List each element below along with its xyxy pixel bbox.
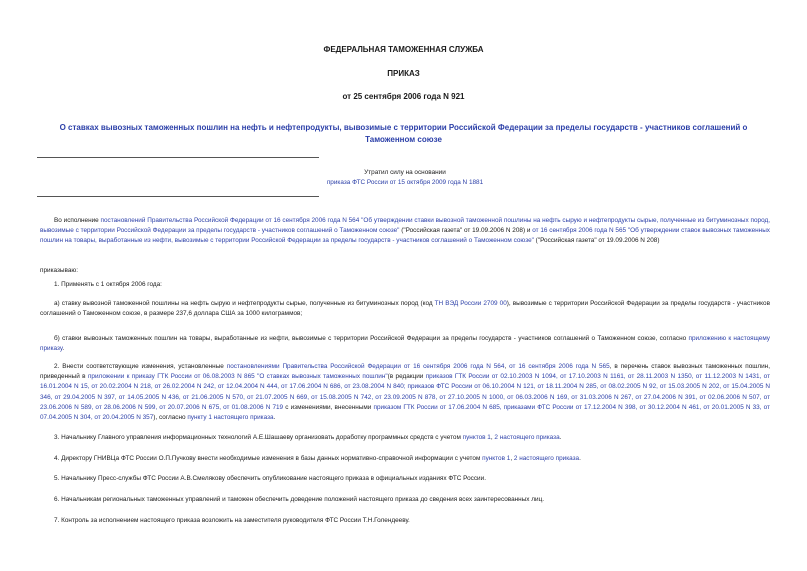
government-decree-564-link[interactable]: постановлений Правительства Российской Федерации от 16 сентября 2006 года N 564 "Об утверждении ставки вывозной таможенной пошлины на нефть сырую и нефтепродукты сырые, полученные из битуминозных пород, вывозимые с территории Российской Федерации за пределы государств - участников соглашений о Таможенном союзе" [40, 217, 770, 235]
item-4-points-1-link[interactable]: пунктов 1 [482, 455, 511, 462]
appendix-link[interactable]: приложению к настоящему приказу [40, 335, 770, 353]
item-1a-text-2: ), вывозимые с территории Российской Федерации за пределы государств - участников соглашений о Таможенном союзе, в размере 237,6 доллара США за 1000 килограммов; [40, 300, 770, 318]
item-4-points-2-link[interactable]: 2 настоящего приказа [513, 455, 580, 462]
document-type-heading: ПРИКАЗ [387, 69, 420, 78]
item-2-text-5: с изменениями, внесенными [283, 403, 374, 411]
item-2-text-4: (в редакции [387, 373, 426, 381]
prikazyvayu-line: приказываю: [40, 267, 78, 274]
item-3-text-3: . [559, 434, 562, 441]
tn-ved-code-link[interactable]: ТН ВЭД России 2709 00 [434, 300, 507, 307]
document-title: О ставках вывозных таможенных пошлин на нефть и нефтепродукты, вывозимые с территории Российской Федерации за пределы государств - участников соглашений о Таможенном союзе [59, 123, 748, 144]
item-7: 7. Контроль за исполнением настоящего приказа возложить на заместителя руководителя ФТС России Т.Н.Голендееву. [54, 517, 410, 524]
item-1a-text-1: а) ставку вывозной таможенной пошлины на нефть сырую и нефтепродукты сырые, полученные из битуминозных пород (код [54, 300, 435, 307]
item-4-text-2: , [510, 455, 514, 462]
item-1b-text-2: . [62, 345, 65, 353]
amendments-link[interactable]: приказом ГТК России от 17.06.2004 N 685, приказами ФТС России от 17.12.2004 N 398, от 30.12.2004 N 461, от 20.01.2005 N 33, от 07.04.2005 N 304, от 20.04.2005 N 357 [40, 403, 770, 422]
item-1-reference-link[interactable]: пункту 1 настоящего приказа [187, 414, 274, 422]
status-note [305, 168, 505, 188]
organization-heading: ФЕДЕРАЛЬНАЯ ТАМОЖЕННАЯ СЛУЖБА [323, 45, 484, 54]
item-4 [40, 454, 770, 464]
item-3-text-1: 3. Начальнику Главного управления информационных технологий А.Е.Шашаеву организовать доработку программных средств с учетом [54, 434, 463, 441]
decree-564-link[interactable]: постановлениями Правительства Российской Федерации от 16 сентября 2006 года N 564 [226, 363, 505, 370]
status-cancel-link[interactable]: приказа ФТС России от 15 октября 2009 года N 1881 [326, 179, 484, 186]
item-1: 1. Применять с 1 октября 2006 года: [54, 281, 162, 288]
item-3-text-2: , [490, 434, 495, 441]
item-3-points-1-link[interactable]: пунктов 1 [462, 434, 491, 441]
divider-top [37, 157, 319, 158]
item-2-text-3: , в перечень ставок вывозных таможенных пошлин, приведенный в [40, 363, 770, 381]
item-2-text-2: , [504, 363, 510, 370]
preamble-paragraph [40, 216, 770, 247]
preamble-text-1: Во исполнение [54, 217, 101, 224]
item-2-text-7: . [273, 414, 276, 422]
item-1b [40, 334, 770, 354]
item-3-points-2-link[interactable]: 2 настоящего приказа [494, 434, 560, 441]
item-3 [40, 433, 770, 443]
preamble-text-2: ("Российская газета" от 19.09.2006 N 208) и [399, 227, 533, 235]
document-date-number: от 25 сентября 2006 года N 921 [342, 92, 465, 101]
item-1a [40, 299, 770, 319]
amending-orders-link[interactable]: приказов ГТК России от 02.10.2003 N 1094, от 17.10.2003 N 1161, от 28.11.2003 N 1350, от 11.12.2003 N 1431, от 16.01.2004 N 15, от 20.02.2004 N 218, от 26.02.2004 N 242, от 12.04.2004 N 444, от 17.06.2004 N 686, от 23.08.2004 N 840; приказов ФТС России от 06.10.2004 N 121, от 18.11.2004 N 285, от 08.02.2005 N 92, от 15.03.2005 N 202, от 15.04.2005 N 346, от 29.04.2005 N 397, от 14.05.2005 N 436, от 21.06.2005 N 570, от 21.07.2005 N 669, от 15.08.2005 N 742, от 23.09.2005 N 878, от 27.10.2005 N 1000, от 06.03.2006 N 169, от 31.03.2006 N 267, от 27.04.2006 N 391, от 02.06.2006 N 507, от 23.06.2006 N 589, от 28.06.2006 N 599, от 20.07.2006 N 675, от 01.08.2006 N 719 [40, 373, 770, 411]
item-2 [40, 362, 770, 423]
status-note-text: Утратил силу на основании [364, 169, 446, 176]
item-2-text-1: 2. Внести соответствующие изменения, установленные [54, 363, 227, 370]
preamble-text-3: ("Российская газета" от 19.09.2006 N 208) [533, 237, 660, 245]
item-2-text-6: ), согласно [153, 414, 188, 422]
item-4-text-3: . [579, 455, 581, 462]
item-4-text-1: 4. Директору ГНИВЦа ФТС России О.П.Пучкову внести необходимые изменения в базы данных нормативно-справочной информации с учетом [54, 455, 483, 462]
divider-bottom [37, 196, 319, 197]
gtk-order-865-link[interactable]: приложении к приказу ГТК России от 06.08.2003 N 865 "О ставках вывозных таможенных пошлин" [87, 373, 388, 381]
decree-565-link[interactable]: от 16 сентября 2006 года N 565 [509, 363, 610, 370]
item-6: 6. Начальникам региональных таможенных управлений и таможен обеспечить доведение положений настоящего приказа до сведения всех заинтересованных лиц. [54, 496, 545, 503]
item-1b-text-1: б) ставки вывозных таможенных пошлин на товары, выработанные из нефти, вывозимые с территории Российской Федерации за пределы государств - участников соглашений о Таможенном союзе, согласно [54, 335, 689, 342]
government-decree-565-link[interactable]: от 16 сентября 2006 года N 565 "Об утверждении ставок вывозных таможенных пошлин на товары, выработанные из нефти, вывозимые с территории Российской Федерации за пределы государств - участников соглашений о Таможенном союзе" [40, 227, 770, 245]
item-5: 5. Начальнику Пресс-службы ФТС России А.В.Смелякову обеспечить опубликование настоящего приказа в официальных изданиях ФТС России. [54, 475, 486, 482]
